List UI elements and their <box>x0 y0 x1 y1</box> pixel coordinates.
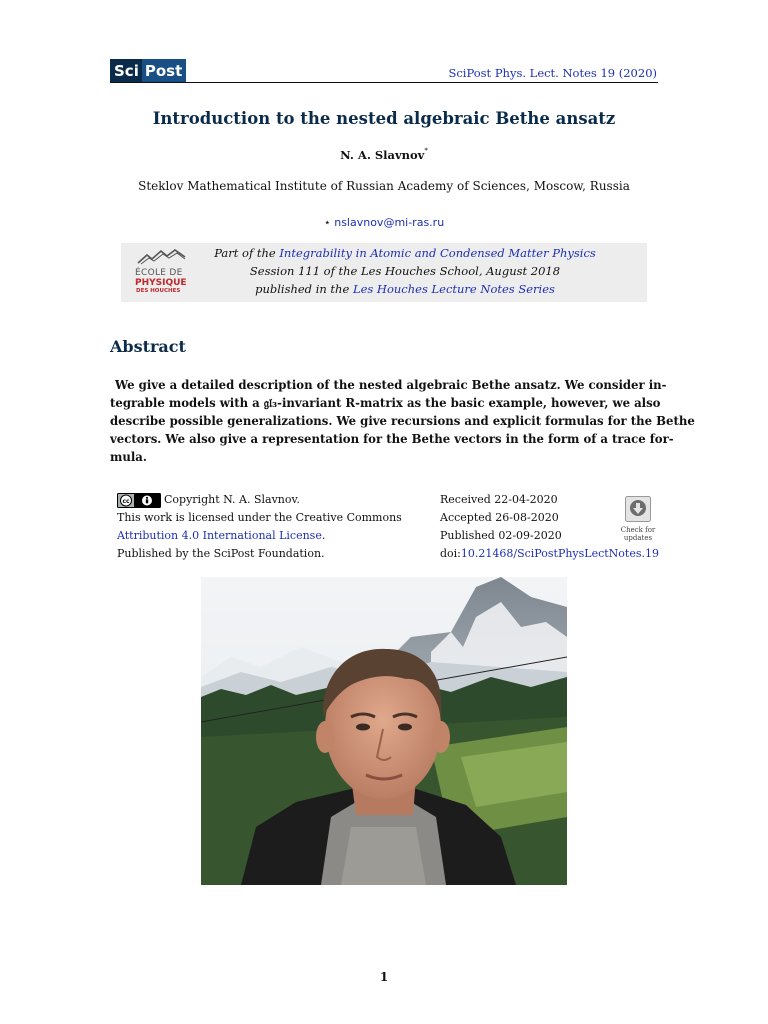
doi-link[interactable]: 10.21468/SciPostPhysLectNotes.19 <box>460 547 659 560</box>
author <box>0 147 768 162</box>
abstract-line: vectors. We also give a representation for the Bethe vectors in the form of a trace for- <box>110 432 674 446</box>
logo-sci: Sci <box>110 59 142 83</box>
cc-by-badge-icon[interactable] <box>117 493 161 508</box>
series-line1 <box>195 246 615 260</box>
license-link[interactable]: Attribution 4.0 International License <box>117 529 322 542</box>
abstract-heading: Abstract <box>110 337 186 356</box>
mountain-icon <box>137 247 187 265</box>
les-houches-logo <box>135 247 187 299</box>
journal-reference[interactable]: SciPost Phys. Lect. Notes 19 (2020) <box>448 66 657 80</box>
logo-post: Post <box>142 59 186 83</box>
abstract-line: We give a detailed description of the nested algebraic Bethe ansatz. We consider in- <box>115 378 667 392</box>
email-link[interactable]: nslavnov@mi-ras.ru <box>334 216 445 229</box>
author-mark: * <box>424 147 428 155</box>
logo-line1: ÉCOLE DE <box>135 268 183 278</box>
check-for-updates-icon <box>625 496 651 522</box>
lecture-notes-link[interactable]: Les Houches Lecture Notes Series <box>352 282 555 296</box>
publisher: Published by the SciPost Foundation. <box>117 547 325 560</box>
published-date: Published 02-09-2020 <box>440 529 562 542</box>
doi-line <box>440 547 659 560</box>
paper-title: Introduction to the nested algebraic Bethe ansatz <box>152 109 616 128</box>
logo-line2: PHYSIQUE <box>135 278 187 288</box>
published-prefix: published in the <box>255 282 353 296</box>
logo-line3: DES HOUCHES <box>136 288 181 294</box>
abstract-line: tegrable models with a 𝔤𝔩₃-invariant R-matrix as the basic example, however, we also <box>110 396 661 410</box>
abstract-line: mula. <box>110 450 147 464</box>
check-updates-line1: Check for <box>620 526 656 534</box>
license-link-suffix: . <box>321 529 326 542</box>
affiliation: Steklov Mathematical Institute of Russian Academy of Sciences, Moscow, Russia <box>138 179 630 193</box>
doi-prefix: doi: <box>440 547 461 560</box>
scipost-logo[interactable] <box>110 59 186 83</box>
email-star: ⋆ <box>323 216 331 229</box>
license-text: This work is licensed under the Creative Commons <box>117 511 402 524</box>
series-line2: Session 111 of the Les Houches School, August 2018 <box>249 264 561 278</box>
license-link-line <box>117 529 325 542</box>
author-photo <box>201 577 567 885</box>
received-date: Received 22-04-2020 <box>440 493 558 506</box>
abstract-body <box>110 376 695 466</box>
copyright: Copyright N. A. Slavnov. <box>164 493 300 506</box>
header-rule <box>110 82 658 83</box>
cc-badge-text: cc <box>122 498 130 505</box>
email-line <box>0 216 768 229</box>
series-line3 <box>195 282 615 296</box>
accepted-date: Accepted 26-08-2020 <box>440 511 559 524</box>
check-for-updates-button[interactable] <box>618 496 658 542</box>
collection-link[interactable]: Integrability in Atomic and Condensed Matter Physics <box>279 246 596 260</box>
author-name: N. A. Slavnov <box>340 148 425 162</box>
check-updates-line2: updates <box>623 534 653 542</box>
series-prefix: Part of the <box>214 246 280 260</box>
abstract-line: describe possible generalizations. We give recursions and explicit formulas for the Bethe <box>110 414 695 428</box>
page-number: 1 <box>379 970 389 984</box>
